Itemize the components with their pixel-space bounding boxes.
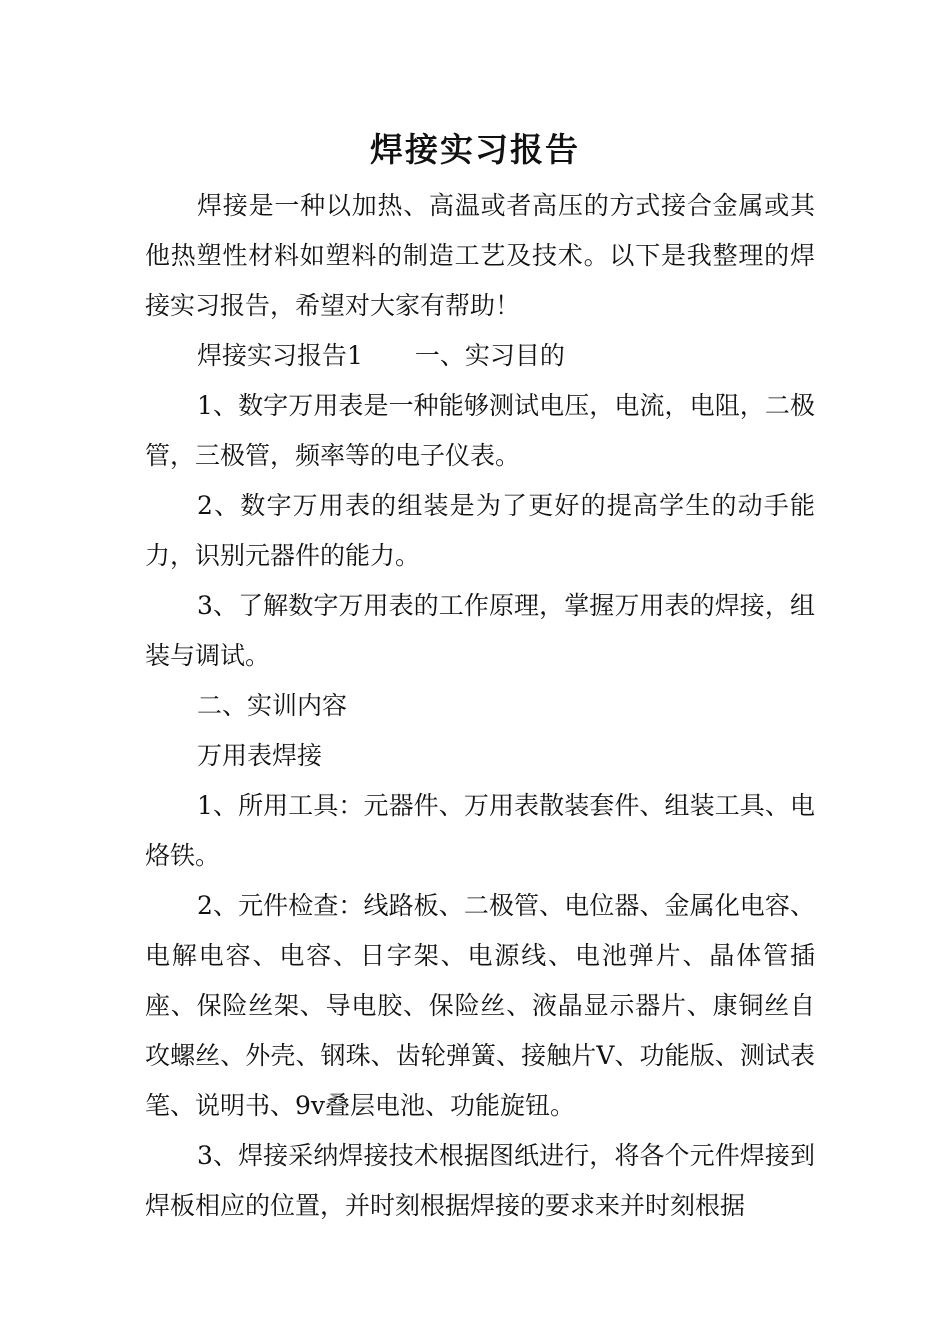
content-item-3: 3、焊接采纳焊接技术根据图纸进行，将各个元件焊接到焊板相应的位置，并时刻根据焊接的要求来并时刻根据 [145,1141,815,1220]
purpose-item-3: 3、了解数字万用表的工作原理，掌握万用表的焊接，组装与调试。 [145,591,815,670]
section-heading: 焊接实习报告1 [197,341,363,370]
section-heading-line [145,331,815,381]
subheading: 万用表焊接 [197,741,323,770]
content-item-1: 1、所用工具：元器件、万用表散装套件、组装工具、电烙铁。 [145,791,815,870]
part-two-heading: 二、实训内容 [197,691,348,720]
part-one-heading: 一、实习目的 [414,341,565,370]
purpose-item-1: 1、数字万用表是一种能够测试电压，电流，电阻，二极管，三极管，频率等的电子仪表。 [145,391,815,470]
intro-paragraph: 焊接是一种以加热、高温或者高压的方式接合金属或其他热塑性材料如塑料的制造工艺及技术。以下是我整理的焊接实习报告，希望对大家有帮助！ [145,191,815,320]
purpose-item-2: 2、数字万用表的组装是为了更好的提高学生的动手能力，识别元器件的能力。 [145,491,815,570]
document-body [145,181,815,1231]
content-item-2: 2、元件检查：线路板、二极管、电位器、金属化电容、电解电容、电容、日字架、电源线、电池弹片、晶体管插座、保险丝架、导电胶、保险丝、液晶显示器片、康铜丝自攻螺丝、外壳、钢珠、齿轮弹簧、接触片V、功能版、测试表笔、说明书、9v叠层电池、功能旋钮。 [145,891,815,1120]
document-title: 焊接实习报告 [370,130,580,169]
